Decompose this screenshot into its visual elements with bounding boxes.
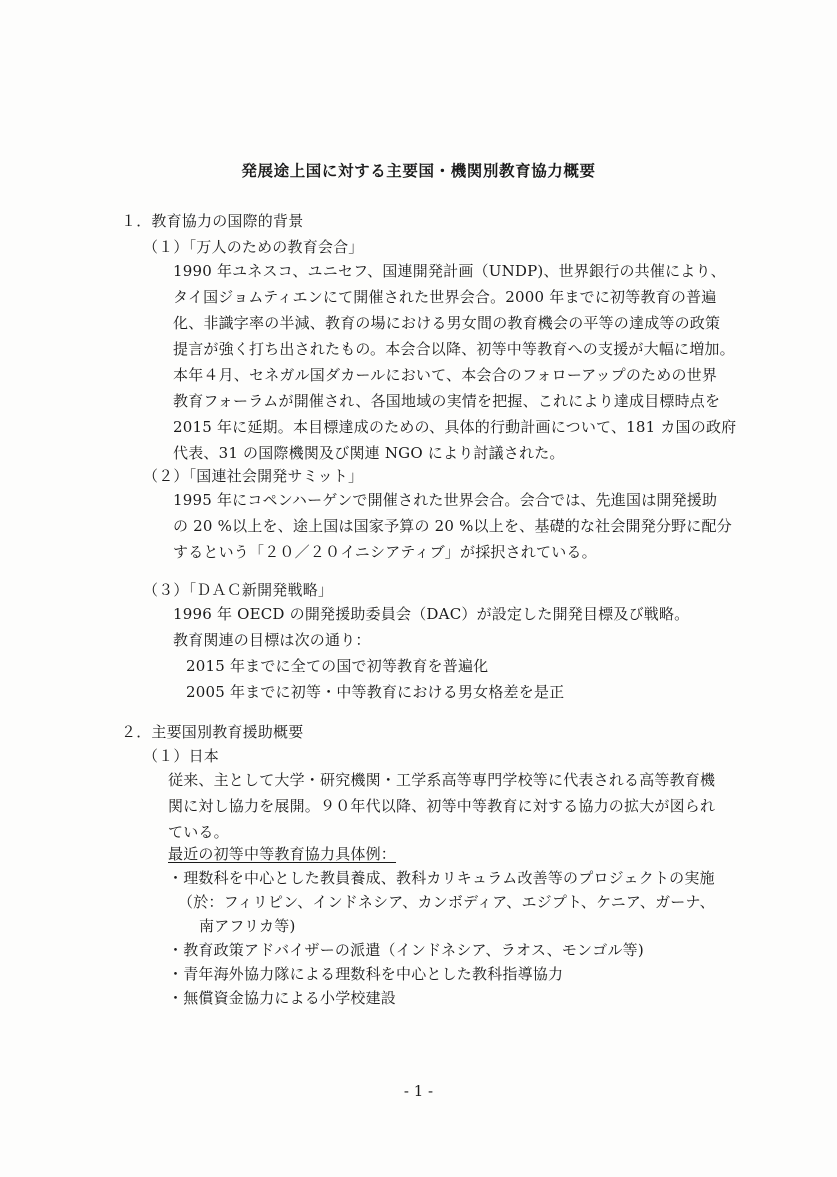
paragraph-line: 2015 年に延期。本目標達成のための、具体的行動計画について、181 カ国の政府 [173,418,737,436]
paragraph-line: 1995 年にコペンハーゲンで開催された世界会合。会合では、先進国は開発援助 [173,491,718,509]
paragraph-line: ている。 [168,823,229,841]
paragraph-line: 代表、31 の国際機関及び関連 NGO により討議された。 [173,444,565,462]
paragraph-line: するという「２０／２０イニシアティブ」が採択されている。 [173,543,597,561]
paragraph-line: 本年４月、セネガル国ダカールにおいて、本会合のフォローアップのための世界 [173,366,718,384]
examples-heading: 最近の初等中等教育協力具体例： [168,845,397,863]
bullet-item: ・理数科を中心とした教員養成、教科カリキュラム改善等のプロジェクトの実施 [168,869,715,887]
bullet-continuation: （於：フィリピン、インドネシア、カンボディア、エジプト、ケニア、ガーナ、 [178,893,715,911]
paragraph-line: 化、非識字率の半減、教育の場における男女間の教育機会の平等の達成等の政策 [173,314,721,332]
paragraph-line: 1990 年ユネスコ、ユニセフ、国連開発計画（UNDP)、世界銀行の共催により、 [173,262,726,280]
paragraph-line: 関に対し協力を展開。９０年代以降、初等中等教育に対する協力の拡大が図られ [168,797,716,815]
paragraph-line: 従来、主として大学・研究機関・工学系高等専門学校等に代表される高等教育機 [168,771,716,789]
section-2-1-heading: （１）日本 [143,747,220,765]
goal-item: 2005 年までに初等・中等教育における男女格差を是正 [186,683,565,701]
section-1-3-heading: （３）「ＤＡＣ新開発戦略」 [143,581,334,599]
paragraph-line: 教育フォーラムが開催され、各国地域の実情を把握、これにより達成目標時点を [173,392,721,410]
paragraph-line: 1996 年 OECD の開発援助委員会（DAC）が設定した開発目標及び戦略。 [173,605,690,623]
page-number: - 1 - [403,1082,434,1100]
bullet-continuation: 南アフリカ等) [199,917,296,935]
section-2-heading: ２．主要国別教育援助概要 [121,723,304,741]
paragraph-line: タイ国ジョムティエンにて開催された世界会合。2000 年までに初等教育の普遍 [173,288,717,306]
bullet-item: ・教育政策アドバイザーの派遣（インドネシア、ラオス、モンゴル等) [168,941,644,959]
document-title: 発展途上国に対する主要国・機関別教育協力概要 [241,161,596,180]
bullet-item: ・青年海外協力隊による理数科を中心とした教科指導協力 [168,965,564,983]
section-1-2-heading: （２）「国連社会開発サミット」 [143,467,364,485]
paragraph-line: 提言が強く打ち出されたもの。本会合以降、初等中等教育への支援が大幅に増加。 [173,340,735,358]
bullet-item: ・無償資金協力による小学校建設 [168,989,397,1007]
paragraph-line: 教育関連の目標は次の通り： [173,631,371,649]
goal-item: 2015 年までに全ての国で初等教育を普遍化 [186,657,489,675]
paragraph-line: の 20 %以上を、途上国は国家予算の 20 %以上を、基礎的な社会開発分野に配分 [173,517,732,535]
section-1-heading: １．教育協力の国際的背景 [121,212,304,230]
section-1-1-heading: （１）「万人のための教育会合」 [143,238,364,256]
